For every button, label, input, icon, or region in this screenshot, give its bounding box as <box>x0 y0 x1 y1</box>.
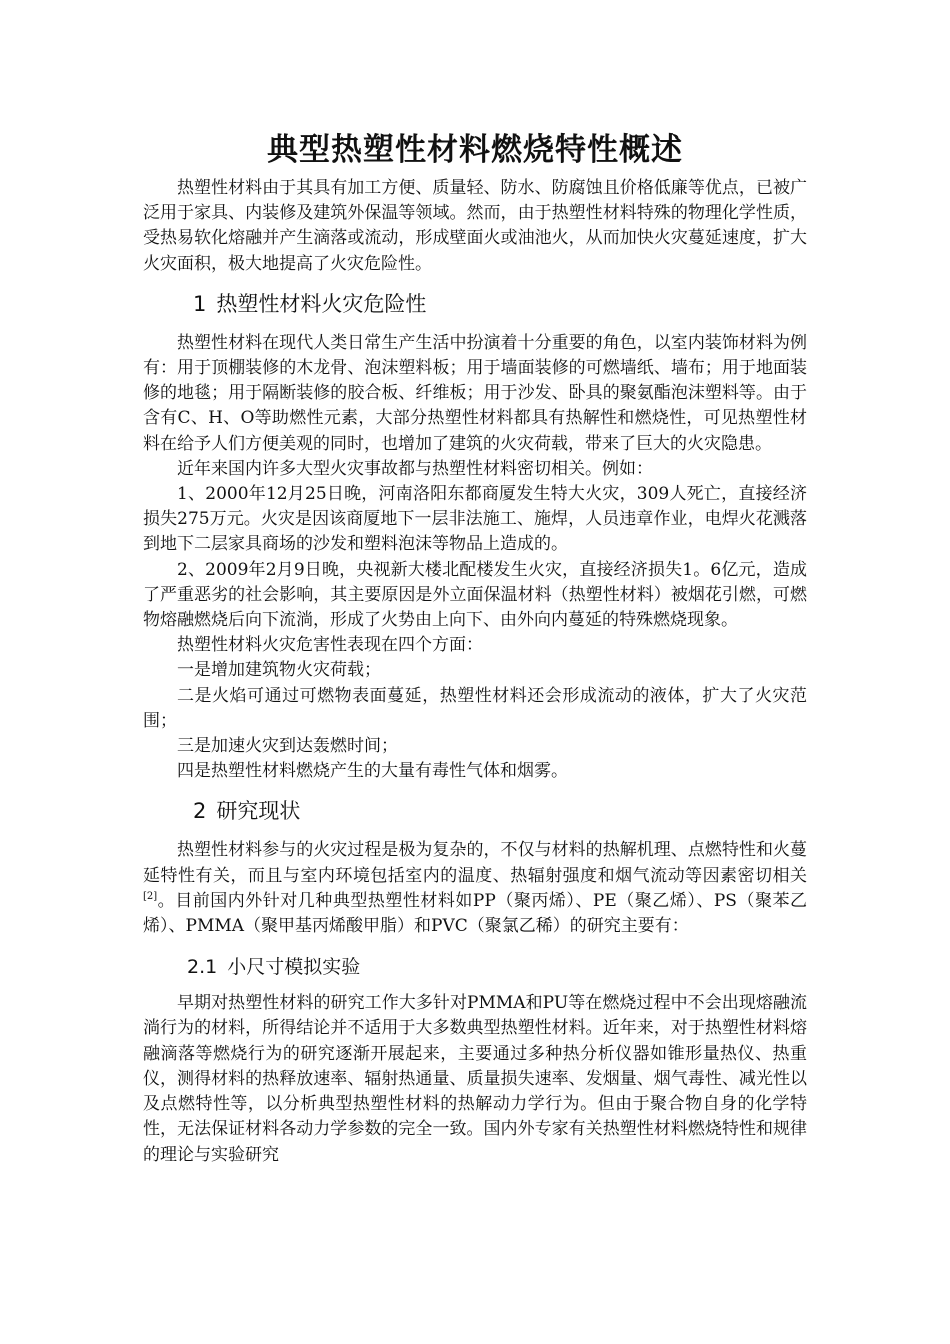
section-2-1-heading <box>187 953 807 981</box>
section-2-title: 研究现状 <box>216 799 301 824</box>
document-title: 典型热塑性材料燃烧特性概述 <box>267 132 683 168</box>
section-2-number: 2 <box>193 799 207 824</box>
paragraph-text: 热塑性材料参与的火灾过程是极为复杂的，不仅与材料的热解机理、点燃特性和火蔓延特性有关，而且与室内环境包括室内的温度、热辐射强度和烟气流动等因素密切相关 <box>143 840 807 886</box>
section-1-paragraph: 四是热塑性材料燃烧产生的大量有毒性气体和烟雾。 <box>177 761 568 782</box>
section-2-paragraph <box>143 838 807 939</box>
section-1-paragraph: 近年来国内许多大型火灾事故都与热塑性材料密切相关。例如： <box>177 458 653 479</box>
document-page <box>143 128 807 1168</box>
section-1-paragraph: 热塑性材料火灾危害性表现在四个方面： <box>177 635 483 656</box>
section-1-paragraph: 一是增加建筑物火灾荷载； <box>177 660 381 681</box>
section-1-paragraph: 二是火焰可通过可燃物表面蔓延，热塑性材料还会形成流动的液体，扩大了火灾范围； <box>143 685 807 731</box>
section-1-paragraph: 热塑性材料在现代人类日常生产生活中扮演着十分重要的角色，以室内装饰材料为例有：用于顶棚装修的木龙骨、泡沫塑料板；用于墙面装修的可燃墙纸、墙布；用于地面装修的地毯；用于隔断装修的胶合板、纤维板；用于沙发、卧具的聚氨酯泡沫塑料等。由于含有C、H、O等助燃性元素，大部分热塑性材料都具有热解性和燃烧性，可见热塑性材料在给予人们方便美观的同时，也增加了建筑的火灾荷载，带来了巨大的火灾隐患。 <box>143 332 807 454</box>
section-1-heading <box>193 289 807 319</box>
section-1-number: 1 <box>193 291 207 316</box>
paragraph-text: 。目前国内外针对几种典型热塑性材料如PP（聚丙烯）、PE（聚乙烯）、PS（聚苯乙烯）、PMMA（聚甲基丙烯酸甲脂）和PVC（聚氯乙稀）的研究主要有： <box>143 890 807 937</box>
section-2-heading <box>193 796 807 826</box>
section-2-1-number: 2.1 <box>187 956 218 979</box>
section-2-1-paragraph: 早期对热塑性材料的研究工作大多针对PMMA和PU等在燃烧过程中不会出现熔融流淌行为的材料，所得结论并不适用于大多数典型热塑性材料。近年来，对于热塑性材料熔融滴落等燃烧行为的研究逐渐开展起来，主要通过多种热分析仪器如锥形量热仪、热重仪，测得材料的热释放速率、辐射热通量、质量损失速率、发烟量、烟气毒性、减光性以及点燃特性等，以分析典型热塑性材料的热解动力学行为。但由于聚合物自身的化学特性，无法保证材料各动力学参数的完全一致。国内外专家有关热塑性材料燃烧特性和规律的理论与实验研究 <box>143 993 807 1165</box>
citation-marker: [2] <box>143 890 158 902</box>
intro-paragraph: 热塑性材料由于其具有加工方便、质量轻、防水、防腐蚀且价格低廉等优点，已被广泛用于家具、内装修及建筑外保温等领域。然而，由于热塑性材料特殊的物理化学性质，受热易软化熔融并产生滴落或流动，形成壁面火或油池火，从而加快火灾蔓延速度，扩大火灾面积，极大地提高了火灾危险性。 <box>143 178 807 274</box>
section-1-paragraph: 2、2009年2月9日晚，央视新大楼北配楼发生火灾，直接经济损失1。6亿元，造成了严重恶劣的社会影响，其主要原因是外立面保温材料（热塑性材料）被烟花引燃，可燃物熔融燃烧后向下流淌，形成了火势由上向下、由外向内蔓延的特殊燃烧现象。 <box>143 559 807 631</box>
section-1-paragraph: 三是加速火灾到达轰燃时间； <box>177 736 398 757</box>
section-2-1-title: 小尺寸模拟实验 <box>227 956 361 979</box>
section-1-paragraph: 1、2000年12月25日晚，河南洛阳东都商厦发生特大火灾，309人死亡，直接经济损失275万元。火灾是因该商厦地下一层非法施工、施焊，人员违章作业，电焊火花溅落到地下二层家具商场的沙发和塑料泡沫等物品上造成的。 <box>143 484 807 555</box>
section-1-title: 热塑性材料火灾危险性 <box>216 291 427 316</box>
